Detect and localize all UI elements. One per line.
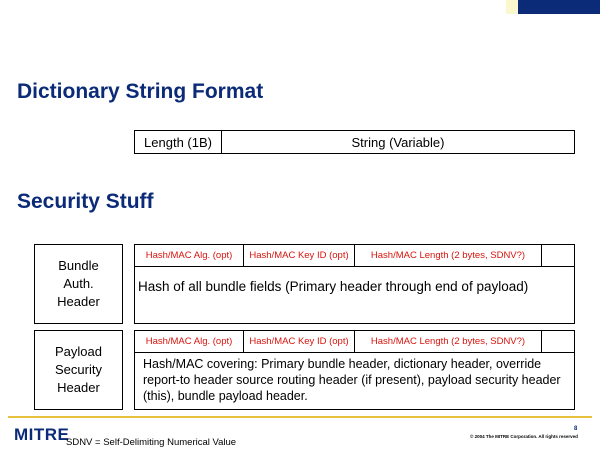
hash-alg-field: Hash/MAC Alg. (opt) <box>145 336 233 347</box>
payload-security-header-box <box>134 330 575 410</box>
hash-key-id-field: Hash/MAC Key ID (opt) <box>249 336 349 347</box>
mitre-logo: MITRE <box>14 425 70 444</box>
row-divider <box>135 266 574 267</box>
page-number: 8 <box>574 426 578 432</box>
length-field: Length (1B) <box>144 134 212 150</box>
copyright-notice: © 2004 The MITRE Corporation. All rights reserved <box>470 434 578 439</box>
field-divider <box>541 245 542 266</box>
corner-decoration-light <box>506 0 518 14</box>
corner-decoration-navy <box>518 0 600 14</box>
hash-alg-field: Hash/MAC Alg. (opt) <box>145 250 233 261</box>
field-divider <box>541 331 542 352</box>
bundle-auth-header-label: Bundle Auth. Header <box>34 244 123 324</box>
bundle-auth-description: Hash of all bundle fields (Primary header through end of payload) <box>138 279 529 294</box>
row-divider <box>135 352 574 353</box>
footer-rule <box>8 416 592 418</box>
hash-length-field: Hash/MAC Length (2 bytes, SDNV?) <box>370 250 526 261</box>
dictionary-title: Dictionary String Format <box>17 80 264 103</box>
hash-length-field: Hash/MAC Length (2 bytes, SDNV?) <box>370 336 526 347</box>
payload-security-description: Hash/MAC covering: Primary bundle header, dictionary header, override report-to header source routing header (if present), payload security header (this), bundle payload header. <box>143 357 561 403</box>
bundle-auth-header-box <box>134 244 575 324</box>
security-title: Security Stuff <box>17 190 154 213</box>
dictionary-format-box <box>134 130 575 154</box>
payload-security-header-label: Payload Security Header <box>34 330 123 410</box>
hash-key-id-field: Hash/MAC Key ID (opt) <box>249 250 349 261</box>
sdnv-footnote: SDNV = Self-Delimiting Numerical Value <box>66 437 237 448</box>
string-field: String (Variable) <box>351 134 445 150</box>
